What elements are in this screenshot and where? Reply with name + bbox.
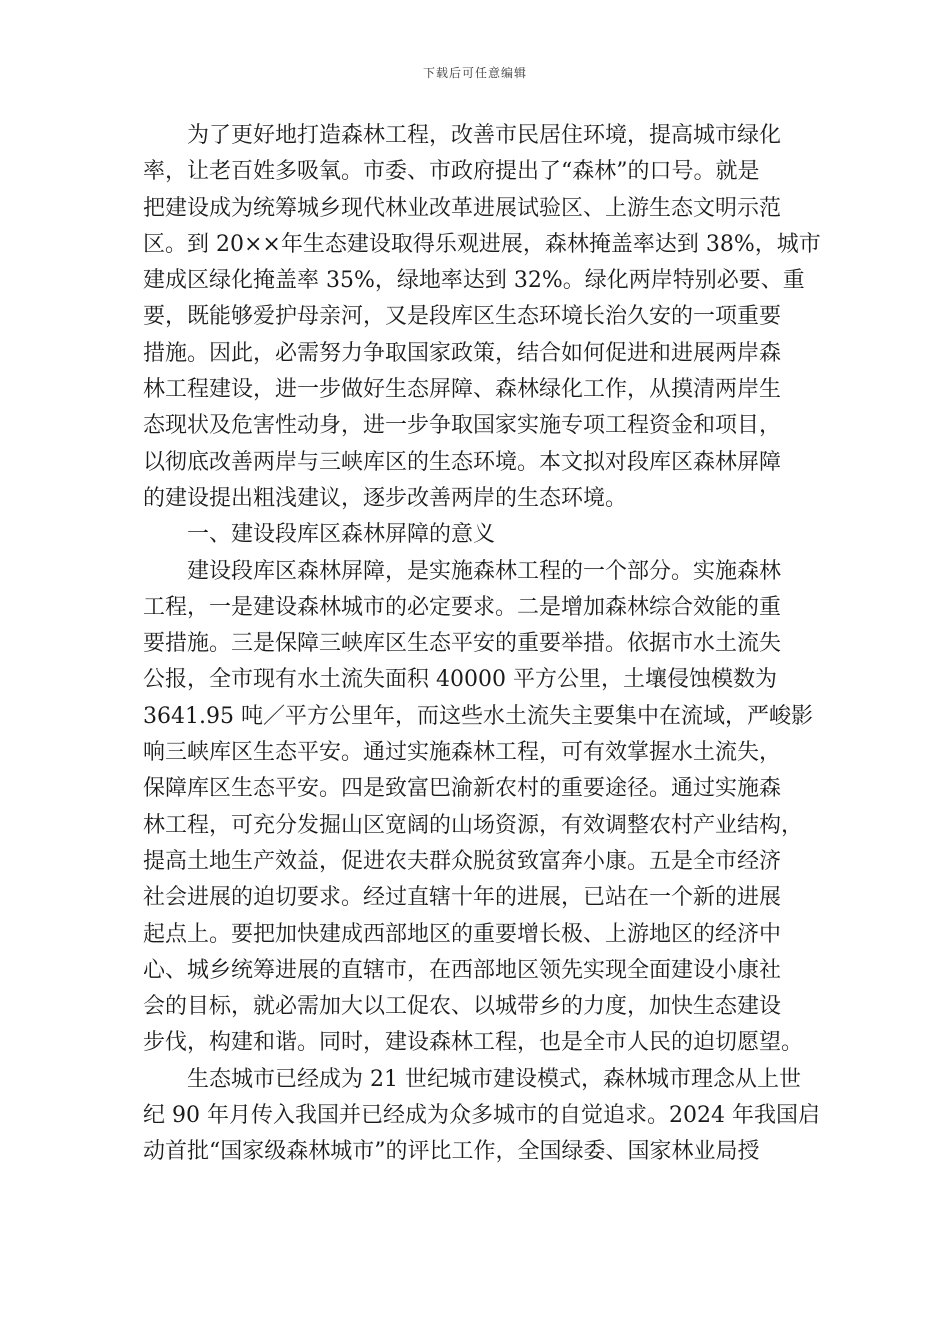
document-body [143, 118, 823, 1171]
paragraph-line: 建设段库区森林屏障，是实施森林工程的一个部分。实施森林 [187, 558, 782, 584]
paragraph-line: 以彻底改善两岸与三峡库区的生态环境。本文拟对段库区森林屏障 [143, 449, 782, 475]
paragraph-line: 纪 90 年月传入我国并已经成为众多城市的自觉追求。2024 年我国启 [143, 1103, 820, 1129]
paragraph-line: 态现状及危害性动身，进一步争取国家实施专项工程资金和项目， [143, 413, 782, 439]
paragraph-line: 为了更好地打造森林工程，改善市民居住环境，提高城市绿化 [187, 123, 782, 148]
paragraph-line: 林工程建设，进一步做好生态屏障、森林绿化工作，从摸清两岸生 [143, 377, 782, 403]
paragraph-line: 要，既能够爱护母亲河，又是段库区生态环境长治久安的一项重要 [143, 304, 782, 330]
paragraph-line: 率，让老百姓多吸氧。市委、市政府提出了“森林”的口号。就是 [143, 159, 760, 185]
paragraph-line: 工程，一是建设森林城市的必定要求。二是增加森林综合效能的重 [143, 594, 782, 620]
paragraph-line: 3641.95 吨／平方公里年，而这些水土流失主要集中在流域，严峻影 [143, 703, 813, 729]
paragraph-line: 的建设提出粗浅建议，逐步改善两岸的生态环境。 [143, 485, 628, 511]
paragraph-line: 步伐，构建和谐。同时，建设森林工程，也是全市人民的迫切愿望。 [143, 1030, 804, 1056]
paragraph-line: 提高土地生产效益，促进农夫群众脱贫致富奔小康。五是全市经济 [143, 848, 782, 874]
paragraph-line: 措施。因此，必需努力争取国家政策，结合如何促进和进展两岸森 [143, 340, 782, 366]
paragraph-line: 要措施。三是保障三峡库区生态平安的重要举措。依据市水土流失 [143, 631, 782, 657]
paragraph-line: 林工程，可充分发掘山区宽阔的山场资源，有效调整农村产业结构， [143, 812, 804, 838]
paragraph-line: 把建设成为统筹城乡现代林业改革进展试验区、上游生态文明示范 [143, 195, 782, 221]
paragraph-line: 建成区绿化掩盖率 35%，绿地率达到 32%。绿化两岸特别必要、重 [143, 268, 805, 294]
paragraph-line: 公报，全市现有水土流失面积 40000 平方公里，土壤侵蚀模数为 [143, 667, 777, 693]
paragraph-line: 生态城市已经成为 21 世纪城市建设模式，森林城市理念从上世 [187, 1066, 801, 1092]
page-header: 下载后可任意编辑 [422, 66, 527, 80]
paragraph-line: 心、城乡统筹进展的直辖市，在西部地区领先实现全面建设小康社 [143, 957, 782, 983]
section-heading: 一、建设段库区森林屏障的意义 [187, 522, 496, 548]
paragraph-line: 动首批“国家级森林城市”的评比工作，全国绿委、国家林业局授 [143, 1139, 760, 1165]
paragraph-line: 区。到 20××年生态建设取得乐观进展，森林掩盖率达到 38%，城市 [143, 231, 821, 257]
paragraph-line: 社会进展的迫切要求。经过直辖十年的进展，已站在一个新的进展 [143, 885, 782, 911]
paragraph-line: 保障库区生态平安。四是致富巴渝新农村的重要途径。通过实施森 [143, 776, 782, 802]
paragraph-line: 会的目标，就必需加大以工促农、以城带乡的力度，加快生态建设 [143, 994, 782, 1020]
paragraph-line: 起点上。要把加快建成西部地区的重要增长极、上游地区的经济中 [143, 921, 782, 947]
paragraph-line: 响三峡库区生态平安。通过实施森林工程，可有效掌握水土流失， [143, 740, 782, 766]
